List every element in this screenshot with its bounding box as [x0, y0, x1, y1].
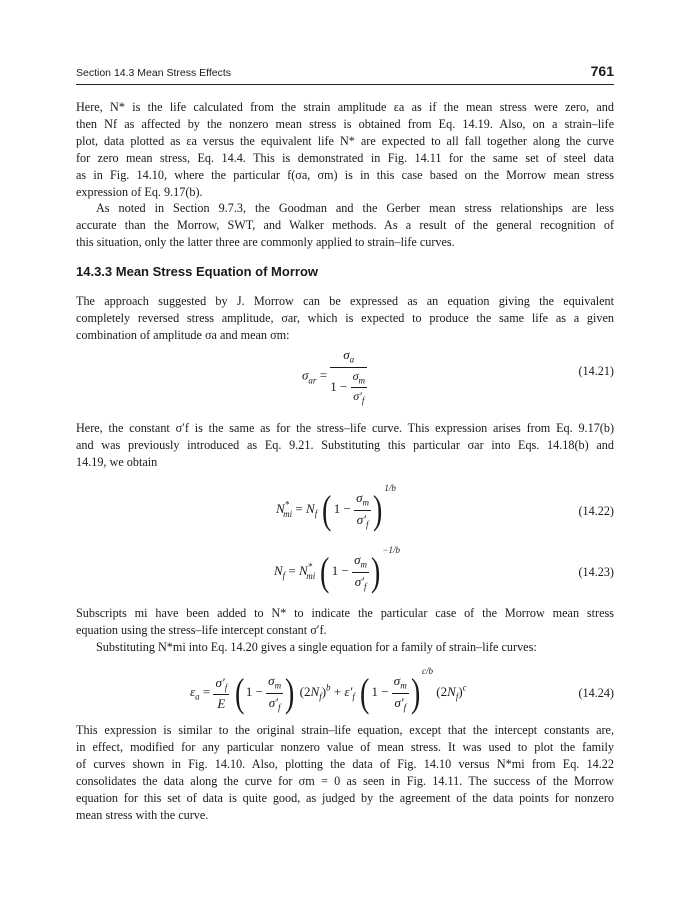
- paragraph-5: [76, 605, 614, 656]
- text-line: this situation, only the latter three are commonly applied to strain–life curves.: [76, 235, 455, 250]
- equation-number: (14.22): [578, 504, 614, 518]
- text-line: The approach suggested by J. Morrow can be expressed as an equation giving the equivalent: [76, 294, 614, 308]
- text-line: Here, the constant σ′f is the same as for the stress–life curve. This expression arises from Eq. 9.17(b): [76, 421, 614, 435]
- paragraph-3: [76, 293, 614, 344]
- text-line: mean stress with the curve.: [76, 807, 209, 822]
- text-line: As noted in Section 9.7.3, the Goodman and the Gerber mean stress relationships are less: [96, 201, 614, 216]
- text-line: equation using the stress–life intercept constant σ′f.: [76, 622, 327, 637]
- text-line: and was previously introduced as Eq. 9.21. Substituting this particular σar into Eqs. 14.18(b) and: [76, 437, 614, 452]
- paragraph-6: [76, 722, 614, 823]
- section-heading: 14.3.3 Mean Stress Equation of Morrow: [76, 264, 318, 279]
- equation-14-23: $N_f = N^*_{mi}$ ( 1 − $\frac{\sigma_m}{\sigma'_f}$ ) $^{-1/b}$: [274, 545, 400, 595]
- header-rule: [76, 84, 614, 85]
- equation-14-22: $N^*_{mi} = N_f$ ( 1 − $\frac{\sigma_m}{\sigma'_f}$ ) $^{1/b}$: [276, 483, 396, 533]
- paragraph-1: [76, 99, 614, 251]
- text-line: of curves shown in Fig. 14.10. Also, plotting the data of Fig. 14.10 versus N*mi from Eq. 14.22: [76, 756, 614, 771]
- paragraph-4: [76, 420, 614, 471]
- text-line: as in Fig. 14.10, where the particular f(σa, σm) is in this case based on the Morrow mean stress: [76, 167, 614, 182]
- equation-14-21: $\sigma_{ar}$ = $\sigma_a$ 1 − $\frac{\sigma_m}{\sigma'_f}$: [302, 347, 366, 406]
- running-header: Section 14.3 Mean Stress Effects: [76, 67, 232, 79]
- equation-number: (14.21): [578, 364, 614, 378]
- text-line: combination of amplitude σa and mean σm:: [76, 327, 290, 342]
- text-line: equation for this set of data is quite good, as judged by the agreement of the data points for nonzero: [76, 790, 614, 805]
- text-line: This expression is similar to the original strain–life equation, except that the intercept constants are,: [76, 723, 614, 737]
- equation-14-24: $\varepsilon_a$ = $\frac{\sigma'_f}{E}$ ( 1 − $\frac{\sigma_m}{\sigma'_f}$ ) $(2N_f)^b + \varepsilon'_f$ ( 1 − $\frac{\sigma_m}{\sigma'_f}$ ) $^{c/b}$ $(2N_f)^c$: [190, 666, 467, 716]
- text-line: Here, N* is the life calculated from the strain amplitude εa as if the mean stress were zero, and: [76, 100, 614, 114]
- text-line: for zero mean stress, Eq. 14.4. This is demonstrated in Fig. 14.11 for the same set of steel data: [76, 150, 614, 165]
- equation-number: (14.24): [578, 686, 614, 700]
- text-line: expression of Eq. 9.17(b).: [76, 184, 203, 199]
- text-line: consolidates the data along the curve for σm = 0 as seen in Fig. 14.11. The success of the Morrow: [76, 773, 614, 788]
- text-line: accurate than the Morrow, SWT, and Walker methods. As a result of the general recognition of: [76, 218, 614, 233]
- text-line: in effect, modified for any particular nonzero value of mean stress. It was used to plot the family: [76, 739, 614, 754]
- text-line: Substituting N*mi into Eq. 14.20 gives a single equation for a family of strain–life curves:: [96, 639, 537, 654]
- text-line: Subscripts mi have been added to N* to indicate the particular case of the Morrow mean stress: [76, 606, 614, 620]
- equation-number: (14.23): [578, 565, 614, 579]
- text-line: completely reversed stress amplitude, σar, which is expected to produce the same life as a given: [76, 310, 614, 325]
- text-line: plot, data plotted as εa versus the equivalent life N* are expected to all fall together along the curve: [76, 133, 614, 148]
- text-line: 14.19, we obtain: [76, 454, 158, 469]
- page-number: 761: [590, 63, 614, 79]
- text-line: then Nf as affected by the nonzero mean stress is obtained from Eq. 14.19. Also, on a strain–life: [76, 116, 614, 131]
